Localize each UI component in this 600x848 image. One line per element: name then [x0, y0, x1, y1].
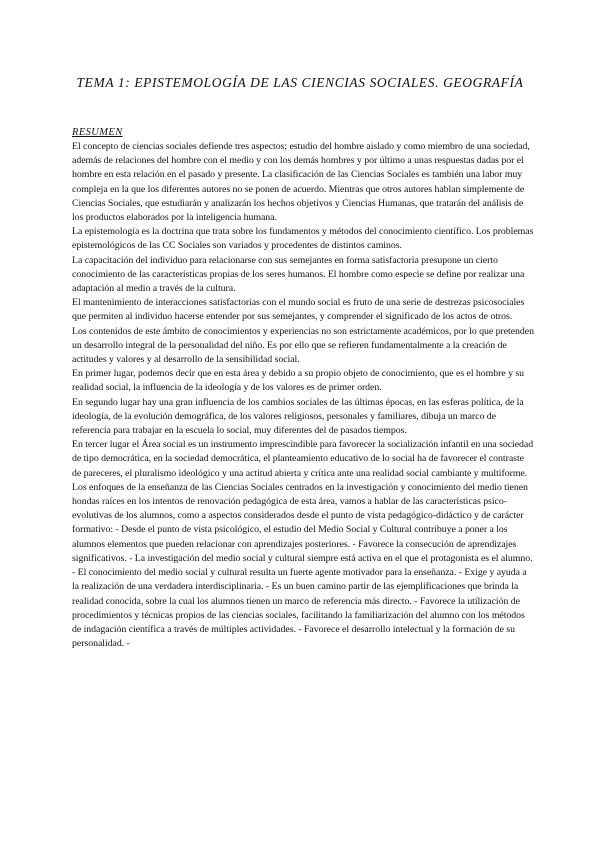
paragraph: La epistemología es la doctrina que trata sobre los fundamentos y métodos del conocimiento científico. Los problemas epistemológicos de las CC Sociales son variados y procedentes de distintos caminos.: [72, 226, 534, 252]
paragraph: Los enfoques de la enseñanza de las Ciencias Sociales centrados en la investigación y conocimiento del medio tienen hondas raíces en los intentos de renovación pedagógica de esta área, vamos a hablar de las características psico-evolutivas de los alumnos, como a aspectos considerados desde el punto de vista pedagógico-didáctico y de carácter formativo: - Desde el punto de vista psicológico, el estudio del Medio Social y Cultural contribuye a poner a los alumnos elementos que pueden relacionar con aprendizajes posteriores. - Favorece la consecución de aprendizajes significativos. - La investigación del medio social y cultural siempre está activa en el que el protagonista es el alumno. - El conocimiento del medio social y cultural resulta un fuerte agente motivador para la enseñanza. - Exige y ayuda a la realización de una verdadera interdisciplinaria. - Es un buen camino partir de las ejemplificaciones que brinda la realidad conocida, sobre la cual los alumnos tienen un marco de referencia más directo. - Favorece la utilización de procedimientos y técnicas propios de las ciencias sociales, facilitando la familiarización del alumno con los métodos de indagación científica a través de múltiples actividades. - Favorece el desarrollo intelectual y la formación de su personalidad. -: [72, 481, 533, 650]
paragraph: La capacitación del individuo para relacionarse con sus semejantes en forma satisfactoria presupone un cierto conocimiento de las características propias de los seres humanos. El hombre como especie se define por realizar una adaptación al medio a través de la cultura.: [72, 254, 525, 295]
paragraph: Los contenidos de este ámbito de conocimientos y experiencias no son estrictamente académicos, por lo que pretenden un desarrollo integral de la personalidad del niño. Es por ello que se refieren fundamentalmente a la creación de actitudes y valores y al desarrollo de la sensibilidad social.: [72, 325, 534, 366]
paragraph: El concepto de ciencias sociales defiende tres aspectos; estudio del hombre aislado y como miembro de una sociedad, además de relaciones del hombre con el medio y con los demás hombres y por último a unas respuestas dadas por el hombre en esta relación en el pasado y presente. La clasificación de las Ciencias Sociales es también una labor muy compleja en la que los diferentes autores no se ponen de acuerdo. Mientras que otros autores hablan simplemente de Ciencias Sociales, que estudiarán y analizarán los hechos objetivos y Ciencias Humanas, que tratarán del análisis de los productos elaborados por la inteligencia humana.: [72, 141, 530, 224]
paragraph: El mantenimiento de interacciones satisfactorias con el mundo social es fruto de una serie de destrezas psicosociales que permiten al individuo hacerse entender por sus semejantes, y comprender el significado de los actos de otros.: [72, 297, 525, 323]
document-body: [72, 140, 534, 651]
paragraph: En segundo lugar hay una gran influencia de los cambios sociales de las últimas épocas, en las esferas política, de la ideología, de la evolución demográfica, de los valores religiosos, personales y familiares, dibuja un marco de referencia para trabajar en la escuela lo social, muy diferentes del de pasados tiempos.: [72, 396, 524, 437]
section-heading: RESUMEN: [72, 127, 123, 138]
document-title: TEMA 1: EPISTEMOLOGÍA DE LAS CIENCIAS SOCIALES. GEOGRAFÍA: [76, 74, 524, 91]
paragraph: En primer lugar, podemos decir que en esta área y debido a su propio objeto de conocimiento, que es el hombre y su realidad social, la influencia de la ideología y de los valores es de primer orden.: [72, 368, 525, 394]
paragraph: En tercer lugar el Área social es un instrumento imprescindible para favorecer la socialización infantil en una sociedad de tipo democrática, en la sociedad democrática, el planteamiento educativo de lo social ha de favorecer el contraste de pareceres, el pluralismo ideológico y una actitud abierta y crítica ante una realidad social cambiante y multiforme.: [72, 439, 534, 479]
